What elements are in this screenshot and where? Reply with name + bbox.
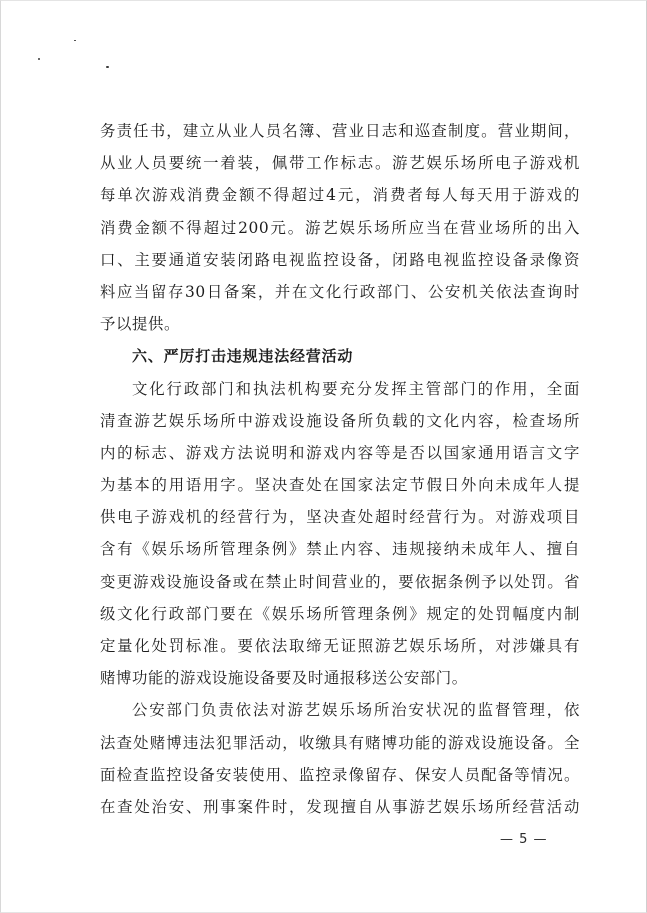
text-line: 料应当留存30日备案，并在文化行政部门、公安机关依法查询时	[100, 282, 580, 301]
text-line: 变更游戏设施设备或在禁止时间营业的，要依据条例予以处罚。省	[100, 572, 580, 591]
text-line: 予以提供。	[100, 315, 180, 334]
text-line: 供电子游戏机的经营行为，坚决查处超时经营行为。对游戏项目	[100, 508, 580, 527]
text-line: 口、主要通道安装闭路电视监控设备，闭路电视监控设备录像资	[100, 250, 580, 269]
text-line: 级文化行政部门要在《娱乐场所管理条例》规定的处罚幅度内制	[100, 604, 580, 623]
text-line: 法查处赌博违法犯罪活动，收缴具有赌博功能的游戏设施设备。全	[100, 733, 580, 752]
paragraph-culture-departments	[100, 373, 580, 695]
text-line: 为基本的用语用字。坚决查处在国家法定节假日外向未成年人提	[100, 476, 580, 495]
section-heading: 六、严厉打击违规违法经营活动	[132, 347, 354, 366]
text-line: 内的标志、游戏方法说明和游戏内容等是否以国家通用语言文字	[100, 443, 580, 462]
text-line: 赌博功能的游戏设施设备要及时通报移送公安部门。	[100, 669, 468, 688]
document-body	[100, 115, 580, 823]
scan-speck	[74, 40, 76, 41]
text-line: 清查游艺娱乐场所中游戏设施设备所负载的文化内容，检查场所	[100, 411, 580, 430]
paragraph-continuation	[100, 115, 580, 340]
text-line: 消费金额不得超过200元。游艺娱乐场所应当在营业场所的出入	[100, 218, 580, 237]
text-line: 文化行政部门和执法机构要充分发挥主管部门的作用，全面	[132, 379, 580, 398]
text-line: 定量化处罚标准。要依法取缔无证照游艺娱乐场所，对涉嫌具有	[100, 637, 580, 655]
text-line: 务责任书，建立从业人员名簿、营业日志和巡查制度。营业期间，	[100, 122, 580, 140]
text-line: 每单次游戏消费金额不得超过4元，消费者每人每天用于游戏的	[100, 186, 580, 205]
paragraph-public-security	[100, 694, 580, 823]
text-line: 从业人员要统一着装，佩带工作标志。游艺娱乐场所电子游戏机	[100, 154, 580, 173]
text-line: 在查处治安、刑事案件时，发现擅自从事游艺娱乐场所经营活动	[100, 797, 580, 816]
text-line: 含有《娱乐场所管理条例》禁止内容、违规接纳未成年人、擅自	[100, 540, 580, 559]
page-number: — 5 —	[500, 832, 548, 847]
scan-speck	[38, 58, 40, 60]
text-line: 公安部门负责依法对游艺娱乐场所治安状况的监督管理，依	[132, 701, 580, 720]
scan-speck	[106, 66, 109, 68]
text-line: 面检查监控设备安装使用、监控录像留存、保安人员配备等情况。	[100, 765, 580, 784]
